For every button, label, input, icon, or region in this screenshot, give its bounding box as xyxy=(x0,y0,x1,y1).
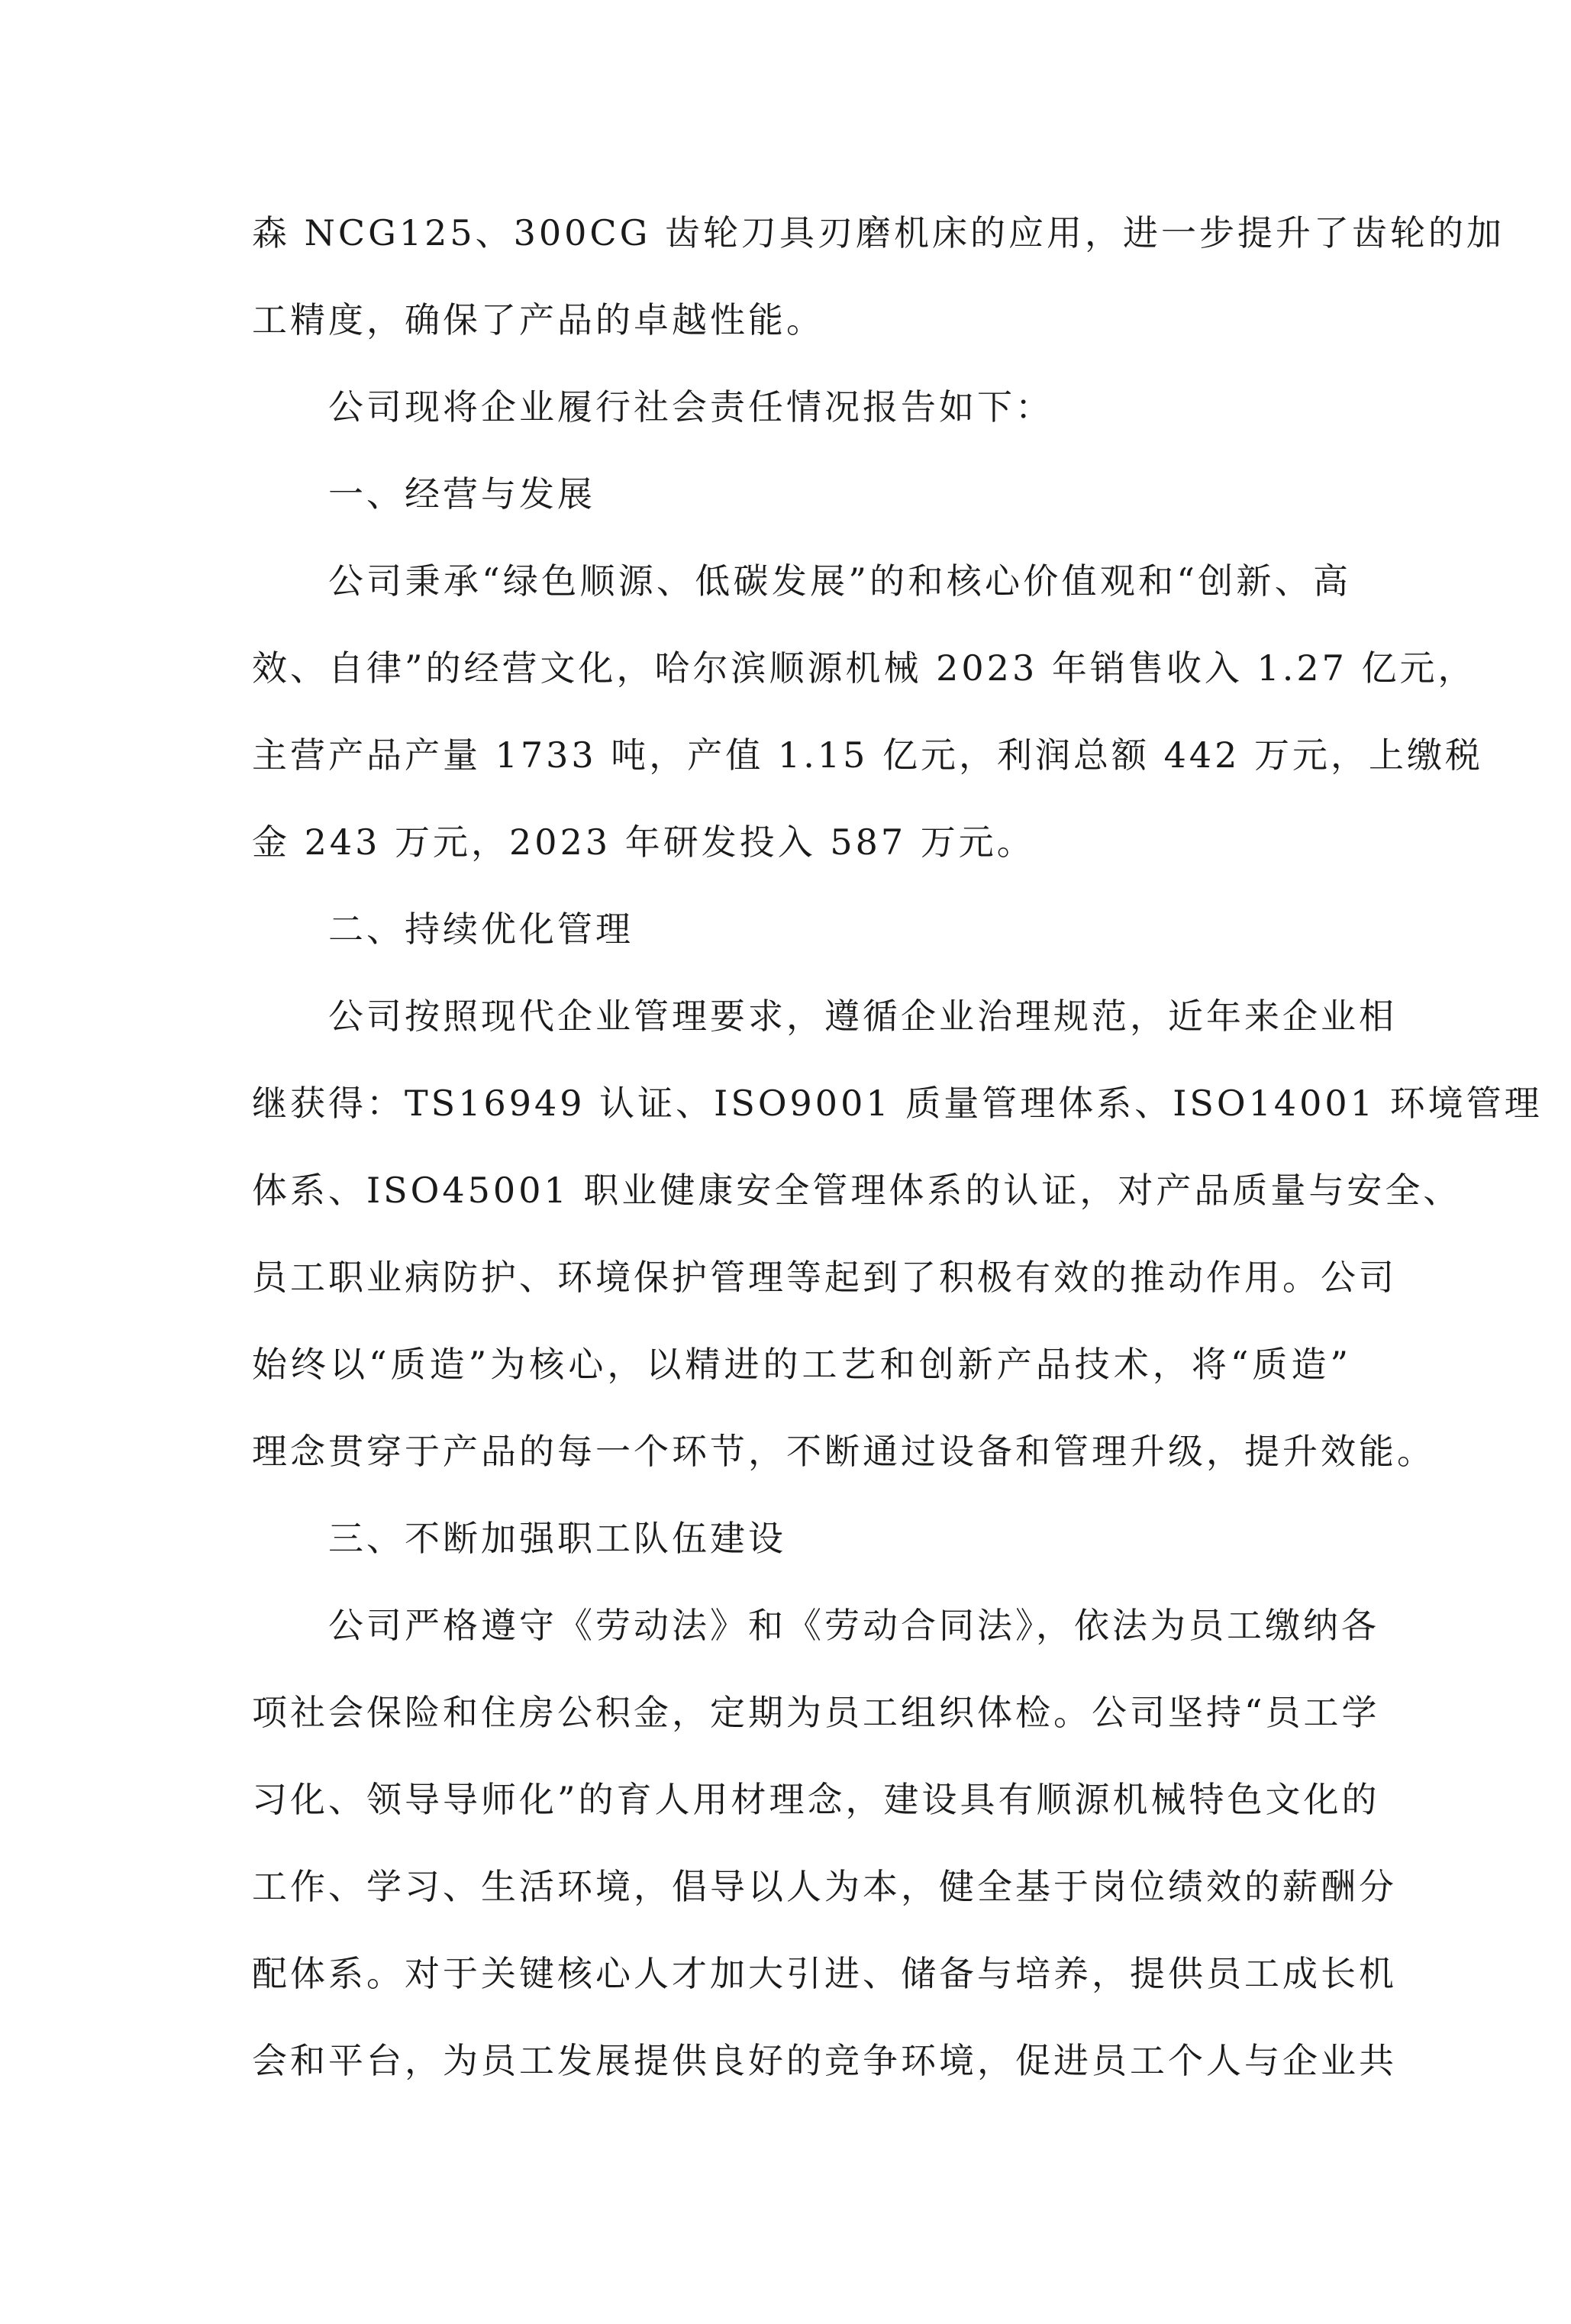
text-line: 森 NCG125、300CG 齿轮刀具刃磨机床的应用，进一步提升了齿轮的加 xyxy=(252,212,1505,253)
text-line: 理念贯穿于产品的每一个环节，不断通过设备和管理升级，提升效能。 xyxy=(252,1431,1435,1472)
text-line: 习化、领导导师化”的育人用材理念，建设具有顺源机械特色文化的 xyxy=(252,1779,1380,1820)
text-line: 继获得：TS16949 认证、ISO9001 质量管理体系、ISO14001 环境管理 xyxy=(252,1083,1543,1124)
text-line: 工精度，确保了产品的卓越性能。 xyxy=(252,299,824,341)
text-line: 效、自律”的经营文化，哈尔滨顺源机械 2023 年销售收入 1.27 亿元， xyxy=(252,647,1476,689)
text-line: 员工职业病防护、环境保护管理等起到了积极有效的推动作用。公司 xyxy=(252,1257,1397,1298)
text-line: 项社会保险和住房公积金，定期为员工组织体检。公司坚持“员工学 xyxy=(252,1692,1380,1733)
text-line: 公司秉承“绿色顺源、低碳发展”的和核心价值观和“创新、高 xyxy=(328,560,1351,602)
section-heading-3: 三、不断加强职工队伍建设 xyxy=(328,1518,786,1559)
section-heading-1: 一、经营与发展 xyxy=(328,473,595,515)
text-line: 主营产品产量 1733 吨，产值 1.15 亿元，利润总额 442 万元，上缴税 xyxy=(252,734,1484,776)
text-line: 工作、学习、生活环境，倡导以人为本，健全基于岗位绩效的薪酬分 xyxy=(252,1866,1397,1907)
text-line: 公司按照现代企业管理要求，遵循企业治理规范，近年来企业相 xyxy=(328,996,1397,1037)
section-heading-2: 二、持续优化管理 xyxy=(328,909,634,950)
text-line: 金 243 万元，2023 年研发投入 587 万元。 xyxy=(252,821,1035,863)
text-line: 公司严格遵守《劳动法》和《劳动合同法》，依法为员工缴纳各 xyxy=(328,1605,1379,1646)
text-line: 会和平台，为员工发展提供良好的竞争环境，促进员工个人与企业共 xyxy=(252,2040,1397,2081)
text-line: 配体系。对于关键核心人才加大引进、储备与培养，提供员工成长机 xyxy=(252,1953,1397,1994)
text-line: 公司现将企业履行社会责任情况报告如下： xyxy=(328,386,1053,428)
text-line: 体系、ISO45001 职业健康安全管理体系的认证，对产品质量与安全、 xyxy=(252,1170,1462,1211)
text-line: 始终以“质造”为核心，以精进的工艺和创新产品技术，将“质造” xyxy=(252,1344,1351,1385)
document-body xyxy=(252,189,1543,2104)
